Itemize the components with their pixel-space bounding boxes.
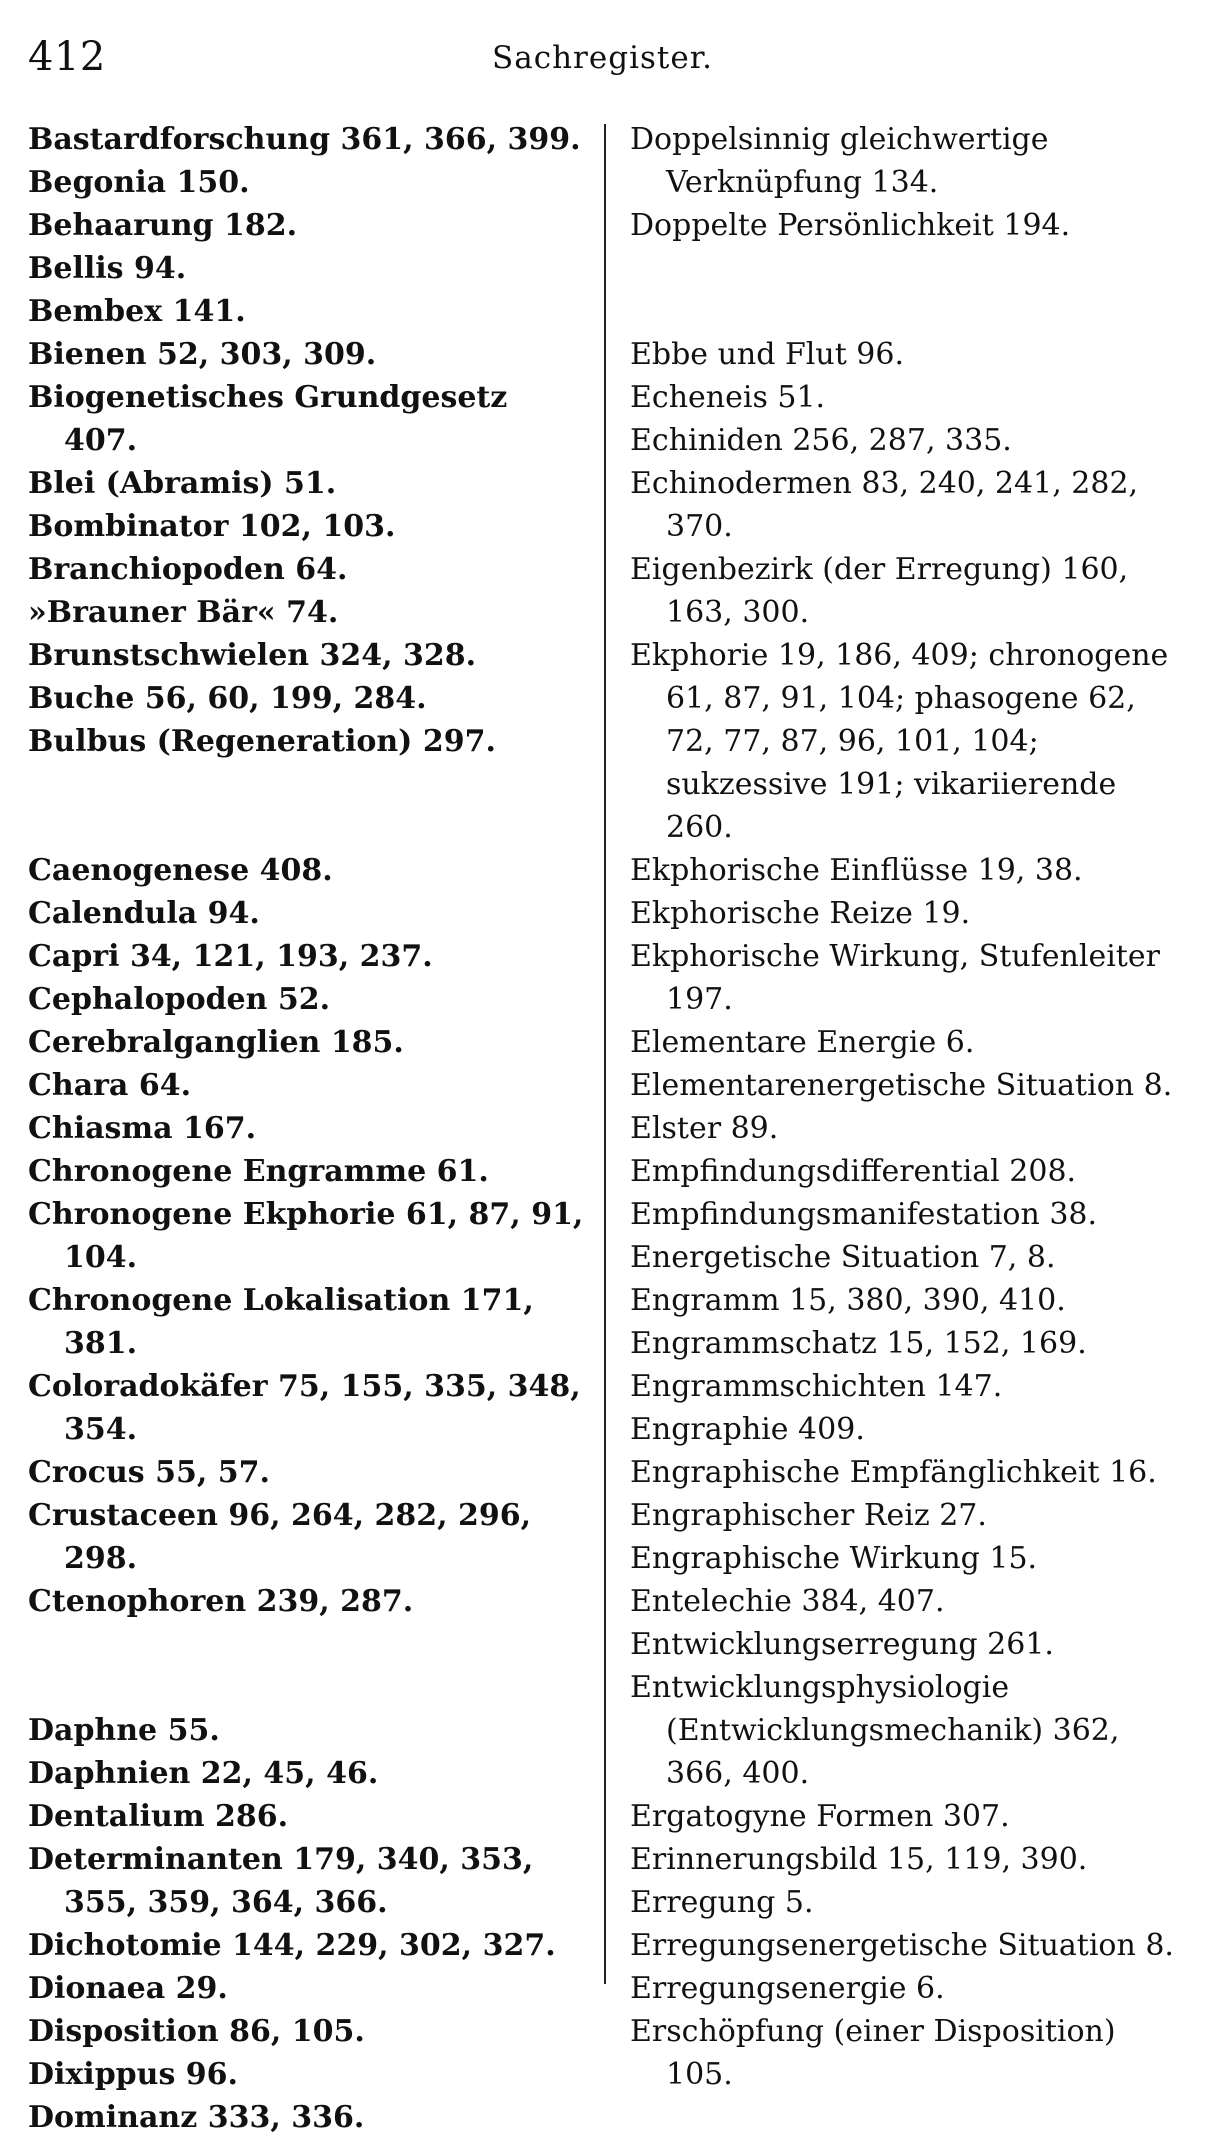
index-entry: Chara 64. xyxy=(28,1068,192,1103)
section-gap xyxy=(28,763,588,849)
index-entry: Calendula 94. xyxy=(28,896,260,931)
index-entry: Chronogene Engramme 61. xyxy=(28,1154,489,1189)
index-entry: Dionaea 29. xyxy=(28,1971,228,2006)
index-entry: Daphne 55. xyxy=(28,1713,220,1748)
index-entry: Engraphische Empfänglichkeit 16. xyxy=(630,1455,1157,1490)
index-entry: Erregung 5. xyxy=(630,1885,814,1920)
section-gap xyxy=(28,1623,588,1709)
index-entry: Engraphische Wirkung 15. xyxy=(630,1541,1038,1576)
running-title: Sachregister. xyxy=(492,40,713,76)
index-entry: Buche 56, 60, 199, 284. xyxy=(28,681,427,716)
index-entry: Disposition 86, 105. xyxy=(28,2014,365,2049)
index-entry: Entwicklungsphysiologie (Entwicklungsmechanik) 362, 366, 400. xyxy=(630,1670,1120,1791)
index-entry: Determinanten 179, 340, 353, 355, 359, 364, 366. xyxy=(28,1842,534,1920)
index-entry: Doppelte Persönlichkeit 194. xyxy=(630,208,1071,243)
index-entry: Blei (Abramis) 51. xyxy=(28,466,337,501)
index-entry: Erregungsenergie 6. xyxy=(630,1971,945,2006)
index-entry: Bienen 52, 303, 309. xyxy=(28,337,377,372)
index-entry: Engrammschichten 147. xyxy=(630,1369,1003,1404)
index-entry: Elementarenergetische Situation 8. xyxy=(630,1068,1173,1103)
index-entry: Elster 89. xyxy=(630,1111,779,1146)
index-entry: Dixippus 96. xyxy=(28,2057,238,2092)
index-entry: Crustaceen 96, 264, 282, 296, 298. xyxy=(28,1498,532,1576)
index-entry: Biogenetisches Grundgesetz 407. xyxy=(28,380,508,458)
index-entry: Begonia 150. xyxy=(28,165,250,200)
index-entry: Cephalopoden 52. xyxy=(28,982,331,1017)
section-gap xyxy=(630,247,1180,333)
index-entry: Ekphorie 19, 186, 409; chronogene 61, 87, 91, 104; phasogene 62, 72, 77, 87, 96, 101, 104; sukzessive 191; vikariierende 260. xyxy=(630,638,1169,845)
index-entry: Engraphie 409. xyxy=(630,1412,865,1447)
index-entry: Bellis 94. xyxy=(28,251,187,286)
index-entry: Bulbus (Regeneration) 297. xyxy=(28,724,496,759)
index-entry: Ctenophoren 239, 287. xyxy=(28,1584,414,1619)
index-entry: Crocus 55, 57. xyxy=(28,1455,270,1490)
index-entry: Bembex 141. xyxy=(28,294,246,329)
index-entry: »Brauner Bär« 74. xyxy=(28,595,339,630)
index-entry: Energetische Situation 7, 8. xyxy=(630,1240,1056,1275)
index-entry: Branchiopoden 64. xyxy=(28,552,348,587)
index-entry: Engraphischer Reiz 27. xyxy=(630,1498,987,1533)
index-entry: Ekphorische Reize 19. xyxy=(630,896,971,931)
index-entry: Dentalium 286. xyxy=(28,1799,289,1834)
index-entry: Ebbe und Flut 96. xyxy=(630,337,905,372)
index-entry: Chiasma 167. xyxy=(28,1111,257,1146)
index-entry: Caenogenese 408. xyxy=(28,853,333,888)
index-entry: Ekphorische Wirkung, Stufenleiter 197. xyxy=(630,939,1160,1017)
index-entry: Chronogene Ekphorie 61, 87, 91, 104. xyxy=(28,1197,584,1275)
index-entry: Echinodermen 83, 240, 241, 282, 370. xyxy=(630,466,1139,544)
index-entry: Empfindungsdifferential 208. xyxy=(630,1154,1077,1189)
index-entry: Ergatogyne Formen 307. xyxy=(630,1799,1010,1834)
index-entry: Dominanz 333, 336. xyxy=(28,2100,365,2135)
index-entry: Echiniden 256, 287, 335. xyxy=(630,423,1012,458)
column-divider xyxy=(604,124,606,1984)
index-entry: Empfindungsmanifestation 38. xyxy=(630,1197,1098,1232)
index-entry: Eigenbezirk (der Erregung) 160, 163, 300. xyxy=(630,552,1129,630)
index-entry: Erinnerungsbild 15, 119, 390. xyxy=(630,1842,1088,1877)
index-entry: Brunstschwielen 324, 328. xyxy=(28,638,477,673)
index-entry: Bastardforschung 361, 366, 399. xyxy=(28,122,581,157)
index-entry: Engramm 15, 380, 390, 410. xyxy=(630,1283,1066,1318)
index-entry: Chronogene Lokalisation 171, 381. xyxy=(28,1283,534,1361)
index-entry: Ekphorische Einflüsse 19, 38. xyxy=(630,853,1083,888)
index-entry: Doppelsinnig gleichwertige Verknüpfung 134. xyxy=(630,122,1049,200)
index-entry: Engrammschatz 15, 152, 169. xyxy=(630,1326,1087,1361)
index-entry: Behaarung 182. xyxy=(28,208,298,243)
index-entry: Entwicklungserregung 261. xyxy=(630,1627,1054,1662)
index-entry: Erregungsenergetische Situation 8. xyxy=(630,1928,1174,1963)
index-entry: Bombinator 102, 103. xyxy=(28,509,396,544)
index-entry: Dichotomie 144, 229, 302, 327. xyxy=(28,1928,556,1963)
index-entry: Elementare Energie 6. xyxy=(630,1025,975,1060)
index-entry: Entelechie 384, 407. xyxy=(630,1584,945,1619)
page-header xyxy=(28,34,1177,94)
index-entry: Cerebralganglien 185. xyxy=(28,1025,404,1060)
index-entry: Daphnien 22, 45, 46. xyxy=(28,1756,379,1791)
index-entry: Erschöpfung (einer Disposition) 105. xyxy=(630,2014,1116,2092)
page-number: 412 xyxy=(28,34,106,80)
index-column-left xyxy=(28,118,588,2139)
index-entry: Capri 34, 121, 193, 237. xyxy=(28,939,433,974)
index-entry: Coloradokäfer 75, 155, 335, 348, 354. xyxy=(28,1369,581,1447)
index-column-right xyxy=(630,118,1180,2096)
index-entry: Echeneis 51. xyxy=(630,380,826,415)
